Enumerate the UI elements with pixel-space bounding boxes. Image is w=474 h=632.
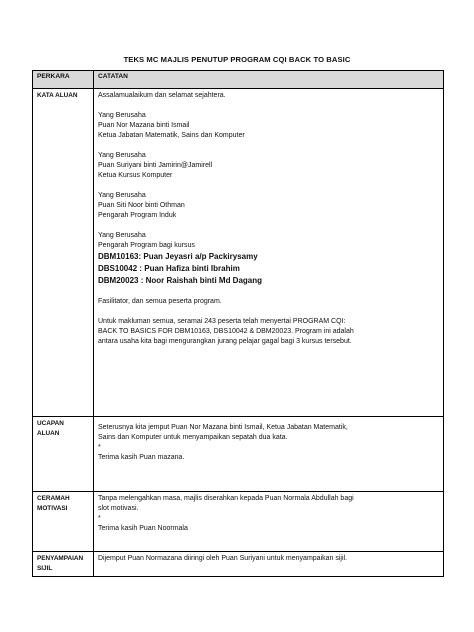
- content-line: Terima kasih Puan Noormala: [98, 525, 188, 532]
- guest-line: Yang Berusaha: [98, 232, 146, 239]
- info-line: BACK TO BASICS FOR DBM10163, DBS10042 & DBM20023. Program ini adalah: [98, 328, 354, 335]
- guest-line: Puan Nor Mazana binti Ismail: [98, 122, 190, 129]
- guest-line: Yang Berusaha: [98, 112, 146, 119]
- header-perkara: PERKARA: [33, 71, 94, 89]
- info-line: Untuk makluman semua, seramai 243 peserta telah menyertai PROGRAM CQI:: [98, 318, 346, 325]
- row-label: CERAMAH MOTIVASI: [33, 492, 94, 552]
- row-label: UCAPAN ALUAN: [33, 417, 94, 492]
- content-line: Dijemput Puan Normazana diiringi oleh Puan Suriyani untuk menyampaikan sijil.: [98, 555, 348, 562]
- facilitators-text: Fasilitator, dan semua peserta program.: [98, 298, 222, 305]
- info-line: antara usaha kita bagi mengurangkan jurang pelajar gagal bagi 3 kursus tersebut.: [98, 338, 352, 345]
- guest-line: Yang Berusaha: [98, 152, 146, 159]
- guest-line: Pengarah Program bagi kursus: [98, 242, 195, 249]
- row-content: [94, 89, 444, 417]
- row-content: [94, 417, 444, 492]
- content-line: Seterusnya kita jemput Puan Nor Mazana binti Ismail, Ketua Jabatan Matematik,: [98, 424, 348, 431]
- table-row: [33, 552, 444, 577]
- content-line: *: [98, 444, 101, 451]
- table-header-row: [33, 71, 444, 89]
- row-content: [94, 552, 444, 577]
- header-catatan: CATATAN: [94, 71, 444, 89]
- guest-line: Pengarah Program Induk: [98, 212, 177, 219]
- table-row: [33, 492, 444, 552]
- guest-line: Puan Suriyani binti Jamirin@Jamirell: [98, 162, 213, 169]
- content-line: Sains dan Komputer untuk menyampaikan sepatah dua kata.: [98, 434, 288, 441]
- guest-line: Puan Siti Noor binti Othman: [98, 202, 185, 209]
- document-title: TEKS MC MAJLIS PENUTUP PROGRAM CQI BACK TO BASIC: [123, 55, 351, 64]
- content-line: Terima kasih Puan mazana.: [98, 454, 185, 461]
- table-row: [33, 89, 444, 417]
- director-line: DBS10042 : Puan Hafiza binti Ibrahim: [98, 264, 240, 273]
- row-content: [94, 492, 444, 552]
- welcome-text: Assalamualaikum dan selamat sejahtera.: [98, 92, 226, 99]
- table-row: [33, 417, 444, 492]
- content-line: Tanpa melengahkan masa, majlis diserahkan kepada Puan Normala Abdullah bagi: [98, 495, 354, 502]
- guest-line: Ketua Jabatan Matematik, Sains dan Komputer: [98, 132, 245, 139]
- director-line: DBM20023 : Noor Raishah binti Md Dagang: [98, 276, 263, 285]
- guest-line: Yang Berusaha: [98, 192, 146, 199]
- content-line: slot motivasi.: [98, 505, 139, 512]
- row-label: PENYAMPAIAN SIJIL: [33, 552, 94, 577]
- row-label: KATA ALUAN: [33, 89, 94, 417]
- director-line: DBM10163: Puan Jeyasri a/p Packirysamy: [98, 252, 258, 261]
- program-table: [32, 70, 444, 577]
- guest-line: Ketua Kursus Komputer: [98, 172, 173, 179]
- content-line: *: [98, 515, 101, 522]
